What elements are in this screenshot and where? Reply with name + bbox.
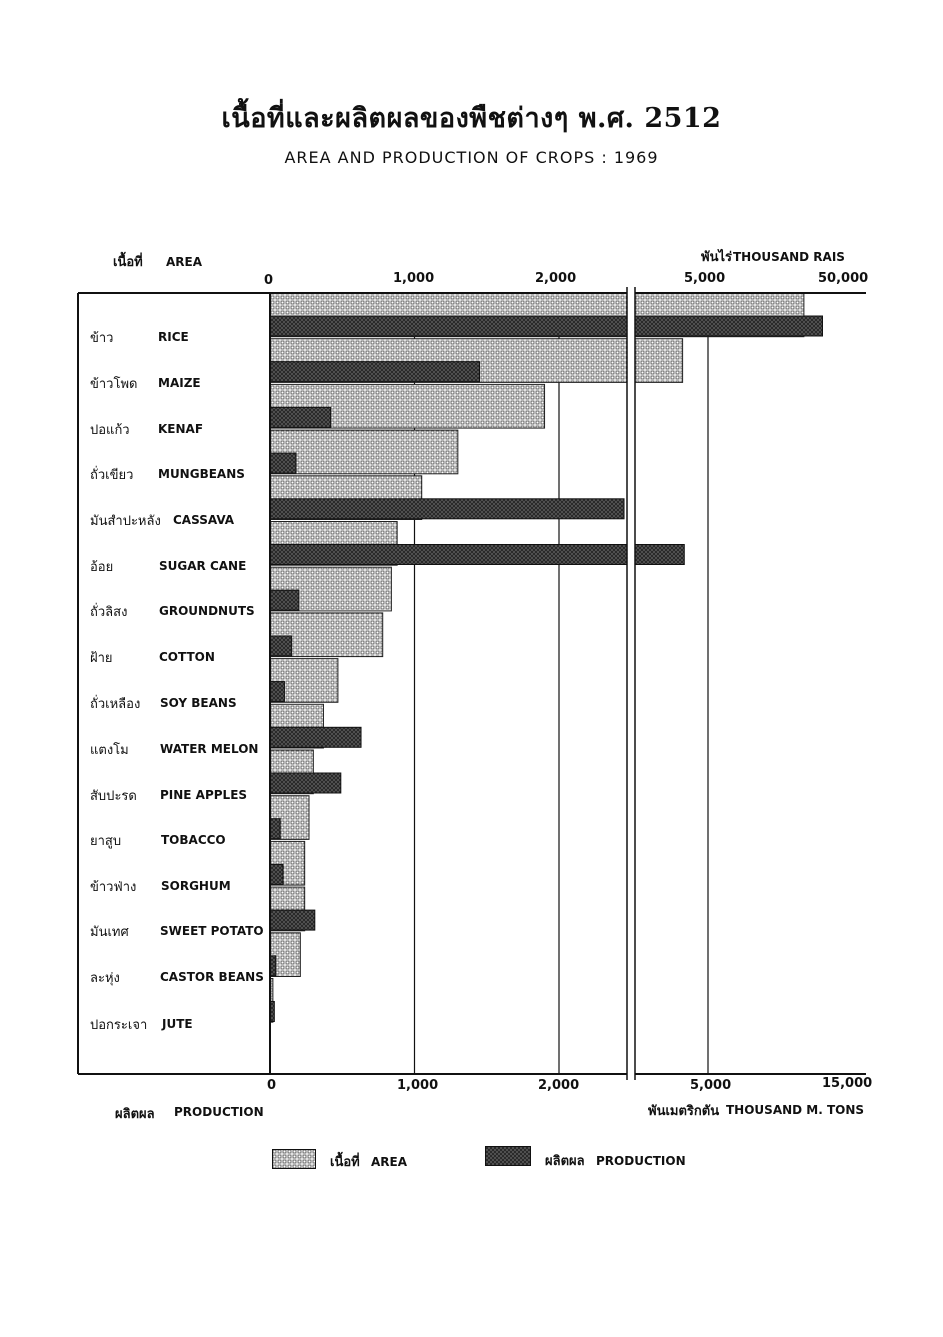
category-label: TOBACCO [161,833,226,847]
production-bar [270,910,315,930]
category-label: SOY BEANS [160,696,237,710]
category-label-thai: ถั่วเหลือง [90,697,141,712]
production-bar [270,727,361,747]
category-label-thai: แตงโม [90,743,129,758]
category-label: MUNGBEANS [158,467,245,481]
production-axis-label: PRODUCTION [174,1105,264,1119]
area-unit-thai: พันไร่ [701,250,732,265]
production-bar [270,682,284,702]
chart-title: AREA AND PRODUCTION OF CROPS : 1969 [284,148,659,167]
category-label-thai: ข้าวฟ่าง [90,880,137,895]
area-bar [270,430,458,474]
production-bar [270,545,627,565]
category-label: MAIZE [158,376,201,390]
top-tick-label: 2,000 [535,271,577,286]
axis-break-gap [628,287,635,1080]
bars-layer [270,293,823,1022]
production-bar [270,590,299,610]
category-label: SORGHUM [161,879,231,893]
area-axis-label: AREA [166,255,203,269]
production-bar [270,407,331,427]
category-label-thai: ถั่วลิสง [90,605,128,620]
top-tick-label: 5,000 [684,271,726,286]
category-label-thai: มันเทศ [90,925,129,940]
production-bar [270,864,283,884]
legend-production-swatch [485,1146,531,1166]
production-bar [270,636,292,656]
production-bar [270,316,627,336]
bottom-tick-label: 0 [267,1078,277,1093]
legend-area-swatch [272,1149,316,1169]
production-bar [635,545,684,565]
category-label-thai: ข้าวโพด [90,377,138,392]
category-label-thai: สับปะรด [90,789,137,804]
production-bar [270,362,480,382]
category-label: COTTON [159,650,215,664]
category-label: CASTOR BEANS [160,970,264,984]
category-label: WATER MELON [160,742,259,756]
category-label: GROUNDNUTS [159,604,255,618]
production-bar [635,316,823,336]
category-label: PINE APPLES [160,788,248,802]
category-label-thai: อ้อย [90,560,114,575]
category-label: SWEET POTATO [160,924,264,938]
bottom-tick-label: 2,000 [538,1078,580,1093]
production-unit-thai: พันเมตริกตัน [648,1104,720,1119]
legend-production-label-thai: ผลิตผล [545,1154,585,1169]
category-label: CASSAVA [173,513,235,527]
bottom-tick-label: 15,000 [822,1076,873,1091]
legend-area-label: AREA [371,1155,408,1169]
top-tick-label: 0 [264,273,274,288]
production-bar [270,453,296,473]
category-label: JUTE [162,1017,193,1031]
bottom-tick-label: 1,000 [397,1078,439,1093]
category-label: KENAF [158,422,204,436]
legend-production-label: PRODUCTION [596,1154,686,1168]
category-label-thai: มันสำปะหลัง [90,514,161,529]
bottom-tick-label: 5,000 [690,1078,732,1093]
legend-area-label-thai: เนื้อที่ [330,1155,360,1170]
area-unit: THOUSAND RAIS [733,250,845,264]
category-label-thai: ยาสูบ [90,834,122,849]
category-label: RICE [158,330,189,344]
production-axis-label-thai: ผลิตผล [115,1107,155,1122]
category-label-thai: ละหุ่ง [90,971,120,986]
production-bar [270,819,280,839]
category-label-thai: ถั่วเขียว [90,468,134,483]
chart-title-thai: เนื้อที่และผลิตผลของพืชต่างๆ พ.ศ. 2512 [221,103,722,134]
category-label-thai: ปอแก้ว [90,423,130,438]
area-bar [635,339,683,383]
production-unit: THOUSAND M. TONS [726,1103,865,1117]
category-label-thai: ข้าว [90,331,114,346]
category-label-thai: ฝ้าย [90,651,113,666]
area-axis-label-thai: เนื้อที่ [113,255,143,270]
production-bar [270,499,624,519]
top-tick-label: 50,000 [818,271,869,286]
category-label-thai: ปอกระเจา [90,1018,148,1033]
top-tick-label: 1,000 [393,271,435,286]
production-bar [270,773,341,793]
category-label: SUGAR CANE [159,559,247,573]
